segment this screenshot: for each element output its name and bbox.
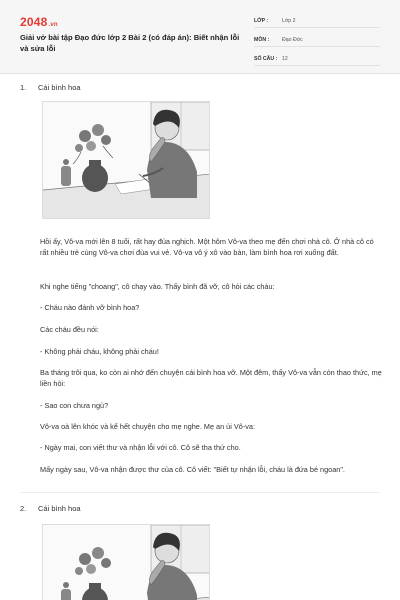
story-paragraph: - Ngày mai, con viết thư và nhận lỗi với cô. Cô sẽ tha thứ cho. <box>40 443 241 452</box>
story-paragraph: Ba tháng trôi qua, ko còn ai nhớ đến chuyện cái bình hoa vỡ. Một đêm, thấy Vô-va vẫn còn thao thức, mẹ liền hỏi: <box>40 368 382 388</box>
story-paragraph: - Sao con chưa ngủ? <box>40 401 109 410</box>
story-paragraph: Mấy ngày sau, Vô-va nhận được thư của cô. Cô viết: "Biết tự nhận lỗi, cháu là đứa bé ngoan". <box>40 465 345 474</box>
story-paragraph: Vô-va oà lên khóc và kể hết chuyện cho mẹ nghe. Mẹ an ủi Vô-va: <box>40 422 255 431</box>
section-number: 1. <box>20 83 27 92</box>
section-heading <box>20 504 81 513</box>
document-title: Giải vở bài tập Đạo đức lớp 2 Bài 2 (có đáp án): Biết nhận lỗi và sửa lỗi <box>20 33 240 53</box>
section-title: Cái bình hoa <box>38 83 81 92</box>
section-title: Cái bình hoa <box>38 504 81 513</box>
logo-main: 2048 <box>20 15 48 29</box>
story-paragraph: Khi nghe tiếng "choang", cô chạy vào. Thấy bình đã vỡ, cô hỏi các cháu: <box>40 282 275 291</box>
site-logo[interactable] <box>20 15 58 29</box>
story-illustration <box>42 101 210 219</box>
story-paragraph: Hồi ấy, Vô-va mới lên 8 tuổi, rất hay đùa nghịch. Một hôm Vô-va theo mẹ đến chơi nhà cô. Ở nhà cô có rất nhiều trẻ cùng Vô-va chơi đùa vui vẻ. Vô-va vô ý xô vào bàn, làm bình hoa rơi xuống đất. <box>40 237 374 257</box>
meta-row-subject <box>254 33 380 47</box>
meta-row-class <box>254 14 380 28</box>
meta-key: MÔN : <box>254 36 270 43</box>
meta-value: Lớp 2 <box>282 17 296 24</box>
section-number: 2. <box>20 504 27 513</box>
section-heading <box>20 83 81 92</box>
document-header <box>0 0 400 74</box>
story-paragraph: - Cháu nào đánh vỡ bình hoa? <box>40 303 140 312</box>
story-paragraph: Các cháu đều nói: <box>40 325 99 334</box>
meta-panel <box>254 14 380 71</box>
meta-value: 12 <box>282 55 288 62</box>
meta-row-question-count <box>254 52 380 66</box>
meta-key: SỐ CÂU : <box>254 55 278 62</box>
meta-value: Đạo Đức <box>282 36 303 43</box>
meta-key: LỚP : <box>254 17 269 24</box>
story-paragraph: - Không phải cháu, không phải cháu! <box>40 347 159 356</box>
section-divider <box>20 492 380 493</box>
story-illustration <box>42 524 210 600</box>
logo-suffix: .vn <box>48 22 58 28</box>
